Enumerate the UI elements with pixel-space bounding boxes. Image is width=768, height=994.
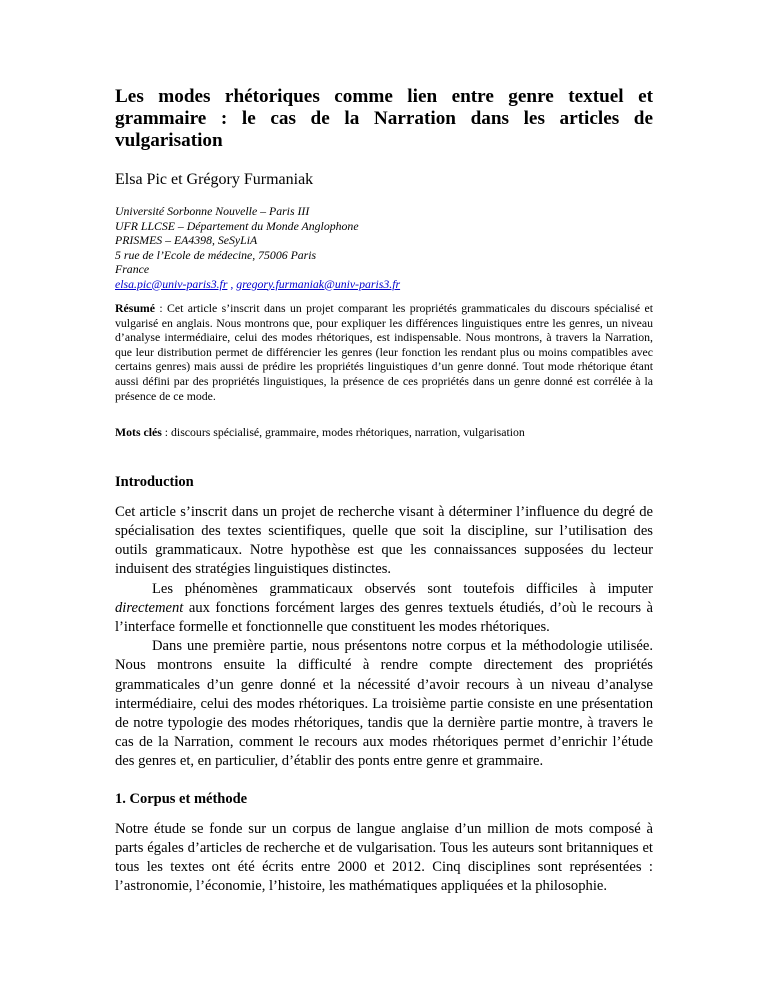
- intro-p2-emphasis: directement: [115, 599, 184, 616]
- keywords-label: Mots clés: [115, 425, 162, 440]
- intro-p2-before: Les phénomènes grammaticaux observés sont toutefois difficiles à imputer: [152, 580, 653, 597]
- abstract-label: Résumé: [115, 301, 155, 315]
- affiliation-line: 5 rue de l’Ecole de médecine, 75006 Paris: [115, 247, 317, 262]
- intro-paragraph-2: [115, 580, 653, 638]
- abstract: [115, 301, 653, 403]
- paper-title: Les modes rhétoriques comme lien entre genre textuel et grammaire : le cas de la Narration dans les articles de vulgarisation: [115, 86, 653, 151]
- intro-paragraph-3: Dans une première partie, nous présentons notre corpus et la méthodologie utilisée. Nous montrons ensuite la difficulté à rendre compte directement des propriétés grammaticales d’un genre donné et la nécessité d’avoir recours à un niveau d’analyse intermédiaire, celui des modes rhétoriques. La troisième partie consiste en une présentation de notre typologie des modes rhétoriques, tandis que la dernière partie montre, à travers le cas de la Narration, comment le recours aux modes rhétoriques permet d’enrichir l’étude des genres et, en particulier, d’établir des ponts entre genre et grammaire.: [115, 638, 653, 770]
- email-line: [115, 277, 653, 292]
- section-1-heading: 1. Corpus et méthode: [115, 790, 248, 807]
- introduction-heading: Introduction: [115, 473, 194, 490]
- affiliation-line: PRISMES – EA4398, SeSyLiA: [115, 233, 258, 247]
- keywords: [115, 425, 653, 440]
- email-link-furmaniak[interactable]: gregory.furmaniak@univ-paris3.fr: [236, 276, 401, 291]
- affiliation-line: France: [115, 262, 150, 276]
- abstract-text: : Cet article s’inscrit dans un projet comparant les propriétés grammaticales du discours spécialisé et vulgarisé en anglais. Nous montrons que, pour expliquer les différences linguistiques entre les genres, un niveau d’analyse intermédiaire, celui des modes rhétoriques, est indispensable. Nous montrons, à travers la Narration, que leur distribution permet de différencier les genres (leur fonction les rendant plus ou moins compatibles avec certains genres) mais aussi de prédire les propriétés linguistiques d’un genre donné. Tout mode rhétorique étant aussi défini par des propriétés linguistiques, la présence de ces propriétés dans un genre donné est corrélée à la présence de ce mode.: [115, 301, 653, 403]
- affiliation-block: [115, 204, 653, 291]
- email-separator: ,: [227, 276, 237, 291]
- email-link-pic[interactable]: elsa.pic@univ-paris3.fr: [115, 276, 228, 291]
- affiliation-line: UFR LLCSE – Département du Monde Anglophone: [115, 218, 359, 233]
- document-page: [115, 86, 653, 896]
- keywords-text: : discours spécialisé, grammaire, modes rhétoriques, narration, vulgarisation: [161, 425, 525, 440]
- authors: Elsa Pic et Grégory Furmaniak: [115, 171, 314, 188]
- affiliation-line: Université Sorbonne Nouvelle – Paris III: [115, 204, 310, 218]
- section-1-paragraph-1: Notre étude se fonde sur un corpus de langue anglaise d’un million de mots composé à parts égales d’articles de recherche et de vulgarisation. Tous les auteurs sont britanniques et tous les textes ont été écrits entre 2000 et 2012. Cinq disciplines sont représentées : l’astronomie, l’économie, l’histoire, les mathématiques appliquées et la philosophie.: [115, 820, 653, 895]
- intro-p2-after: aux fonctions forcément larges des genres textuels étudiés, d’où le recours à l’interface formelle et fonctionnelle que constituent les modes rhétoriques.: [115, 599, 653, 635]
- intro-paragraph-1: Cet article s’inscrit dans un projet de recherche visant à déterminer l’influence du degré de spécialisation des textes scientifiques, quelle que soit la discipline, sur l’utilisation des outils grammaticaux. Notre hypothèse est que les connaissances supposées du lecteur induisent des stratégies linguistiques distinctes.: [115, 503, 653, 578]
